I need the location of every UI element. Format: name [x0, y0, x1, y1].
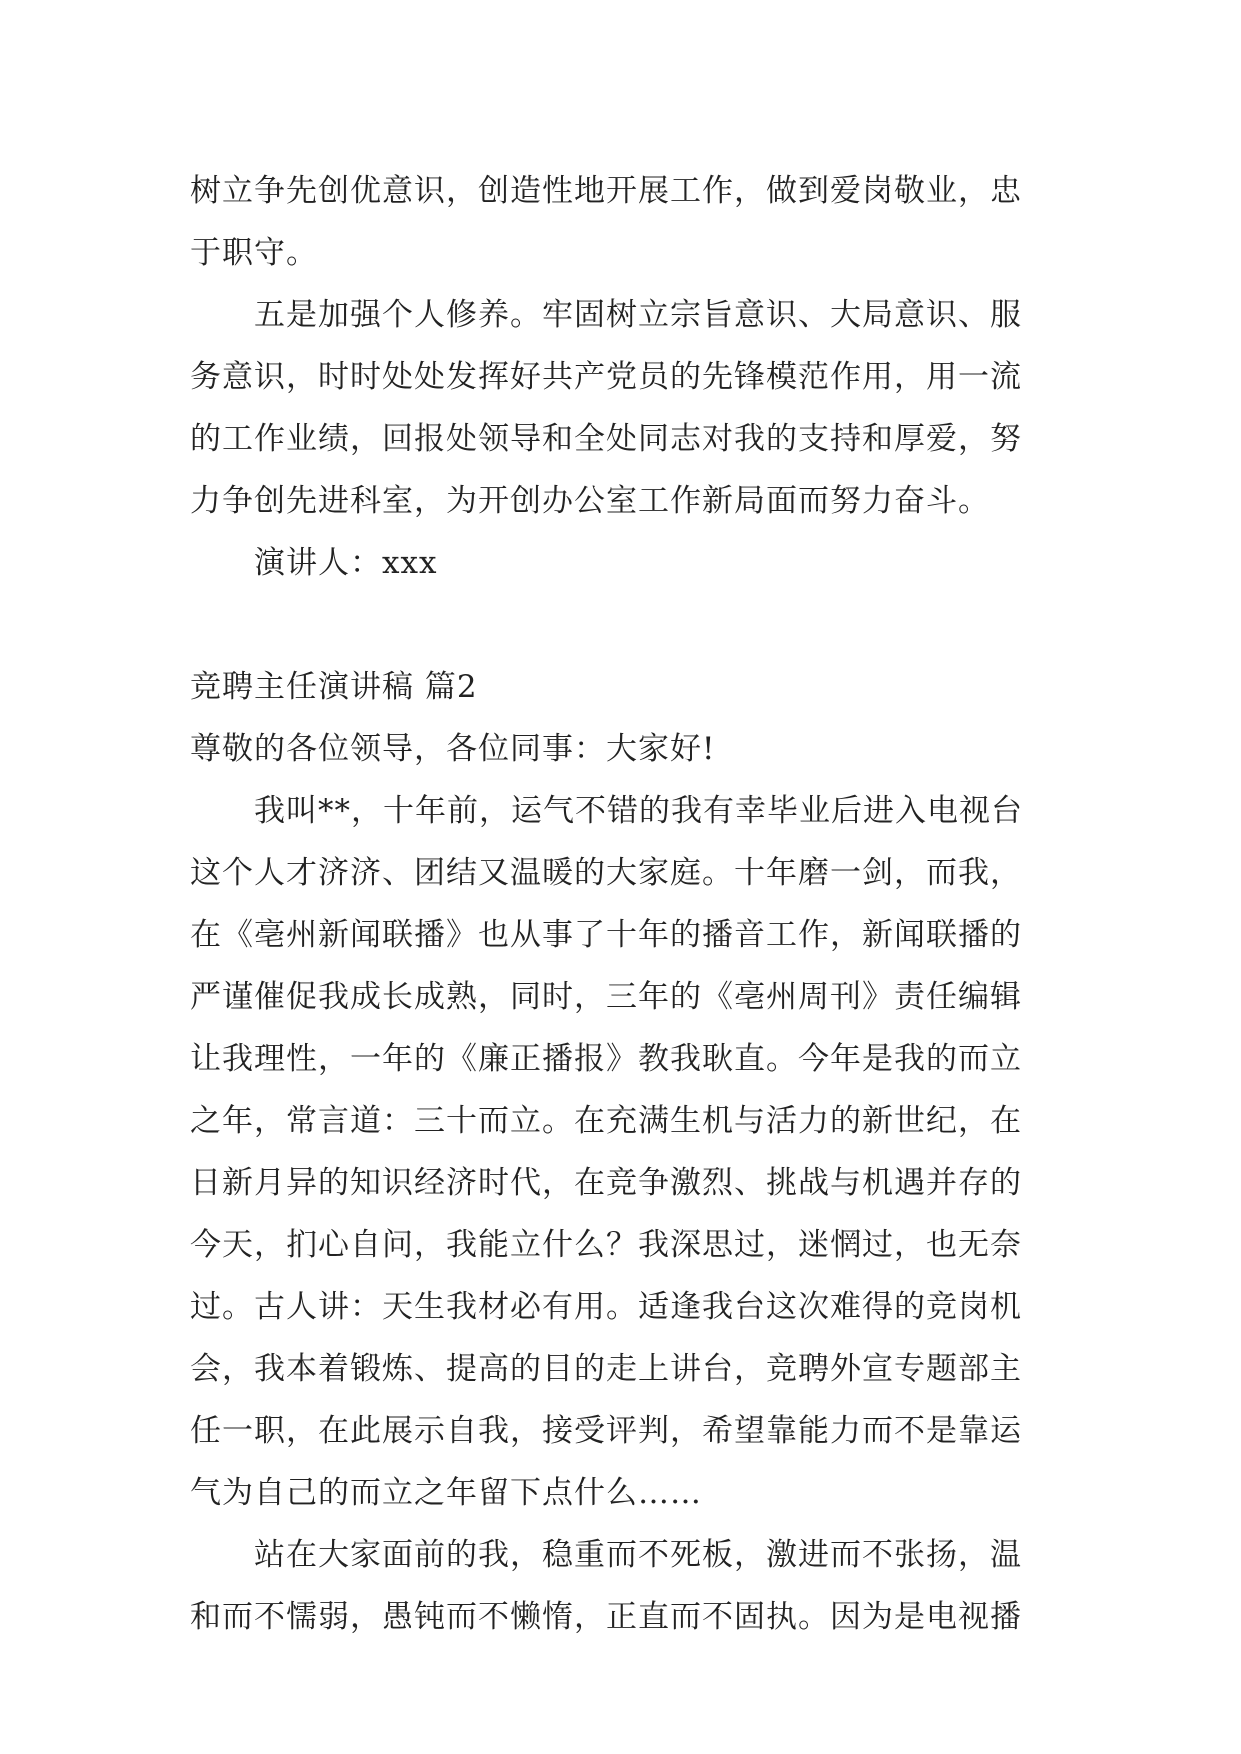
speaker-line: 演讲人：xxx [254, 545, 438, 581]
text-line: 日新月异的知识经济时代，在竞争激烈、挑战与机遇并存的 [190, 1165, 1022, 1201]
text-line: 过。古人讲：天生我材必有用。适逢我台这次难得的竞岗机 [190, 1289, 1022, 1325]
text-line: 于职守。 [190, 235, 318, 271]
text-line: 五是加强个人修养。牢固树立宗旨意识、大局意识、服 [254, 297, 1022, 333]
text-line: 我叫**，十年前，运气不错的我有幸毕业后进入电视台 [254, 793, 1023, 829]
text-line: 气为自己的而立之年留下点什么…… [190, 1475, 702, 1511]
text-line: 的工作业绩，回报处领导和全处同志对我的支持和厚爱，努 [190, 421, 1022, 457]
text-line: 这个人才济济、团结又温暖的大家庭。十年磨一剑，而我， [190, 855, 1022, 891]
text-line: 树立争先创优意识，创造性地开展工作，做到爱岗敬业，忠 [190, 173, 1022, 209]
text-line: 和而不懦弱，愚钝而不懒惰，正直而不固执。因为是电视播 [190, 1599, 1022, 1635]
text-line: 站在大家面前的我，稳重而不死板，激进而不张扬，温 [254, 1537, 1022, 1573]
document-body [190, 160, 1050, 1648]
text-line: 让我理性，一年的《廉正播报》教我耿直。今年是我的而立 [190, 1041, 1022, 1077]
text-line: 会，我本着锻炼、提高的目的走上讲台，竞聘外宣专题部主 [190, 1351, 1022, 1387]
text-line: 任一职，在此展示自我，接受评判，希望靠能力而不是靠运 [190, 1413, 1022, 1449]
text-line: 力争创先进科室，为开创办公室工作新局面而努力奋斗。 [190, 483, 990, 519]
section-title: 竞聘主任演讲稿 篇2 [190, 669, 478, 705]
text-line: 今天，扪心自问，我能立什么？我深思过，迷惘过，也无奈 [190, 1227, 1022, 1263]
text-line: 在《亳州新闻联播》也从事了十年的播音工作，新闻联播的 [190, 917, 1022, 953]
text-line: 务意识，时时处处发挥好共产党员的先锋模范作用，用一流 [190, 359, 1022, 395]
text-line: 之年，常言道：三十而立。在充满生机与活力的新世纪，在 [190, 1103, 1022, 1139]
section-spacer [190, 594, 1050, 656]
greeting-line: 尊敬的各位领导，各位同事：大家好! [190, 731, 716, 767]
text-line: 严谨催促我成长成熟，同时，三年的《亳州周刊》责任编辑 [190, 979, 1022, 1015]
